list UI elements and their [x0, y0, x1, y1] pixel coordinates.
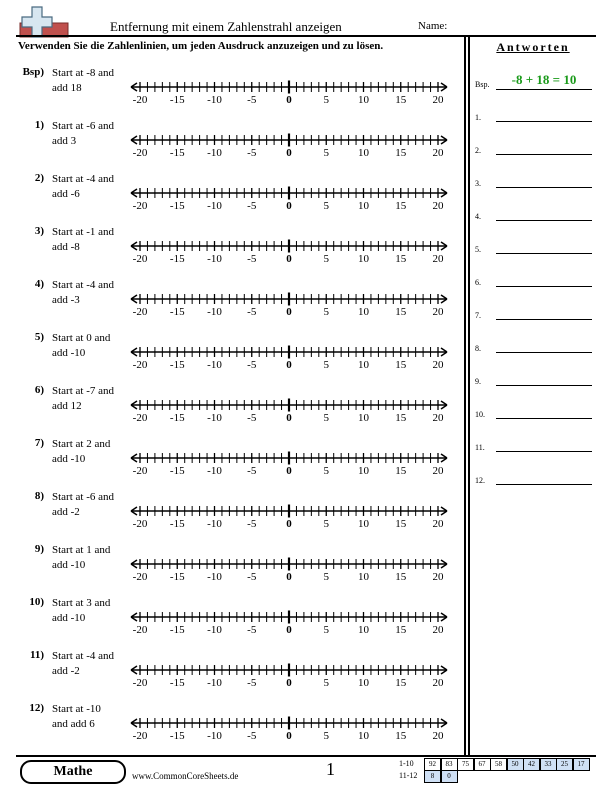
problem-text-line: Start at -4 and [52, 173, 115, 185]
answer-line[interactable] [496, 220, 592, 221]
tick-label: 5 [323, 306, 329, 318]
tick-label: -15 [169, 253, 185, 265]
answer-number: 4. [475, 212, 481, 221]
tick-label: -5 [247, 571, 257, 583]
tick-label: -10 [207, 571, 222, 583]
tick-label: 5 [323, 412, 329, 424]
tick-label: 0 [286, 518, 292, 530]
problem-number: 3) [34, 225, 44, 237]
problem-text [52, 119, 130, 149]
problem-text-line: Start at -8 and [52, 67, 115, 79]
tick-label: -10 [207, 306, 222, 318]
instructions: Verwenden Sie die Zahlenlinien, um jeden Ausdruck anzuzeigen und zu lösen. [18, 40, 384, 52]
answer-line[interactable] [496, 121, 592, 122]
problem-text-line: Start at 1 and [52, 544, 111, 556]
problem-text [52, 66, 130, 96]
tick-label: -20 [132, 465, 148, 477]
answer-line[interactable] [496, 253, 592, 254]
problem-text [52, 543, 130, 573]
score-cell: 92 [424, 758, 441, 771]
answer-line[interactable] [496, 385, 592, 386]
tick-label: 5 [323, 359, 329, 371]
tick-label: 5 [323, 253, 329, 265]
tick-label: -10 [207, 518, 222, 530]
tick-label: -15 [169, 306, 185, 318]
tick-label: -5 [247, 677, 257, 689]
number-line [128, 285, 450, 321]
problem-text [52, 437, 130, 467]
problem-text-line: Start at 0 and [52, 332, 111, 344]
tick-label: -20 [132, 359, 148, 371]
problem-number: 11) [29, 649, 44, 661]
tick-label: -20 [132, 147, 148, 159]
tick-label: -5 [247, 518, 257, 530]
tick-label: 0 [286, 730, 292, 742]
tick-label: -5 [247, 306, 257, 318]
problem-number: 4) [34, 278, 44, 290]
tick-label: -10 [207, 253, 222, 265]
problem-number: 6) [34, 384, 44, 396]
tick-label: -20 [132, 253, 148, 265]
problem-text-line: add -2 [52, 665, 80, 677]
tick-label: 15 [395, 465, 407, 477]
problem-text-line: Start at -10 [52, 703, 101, 715]
problem-text-line: add 3 [52, 135, 77, 147]
tick-label: 0 [286, 94, 292, 106]
answer-line[interactable] [496, 286, 592, 287]
answer-number: 9. [475, 377, 481, 386]
tick-label: 0 [286, 306, 292, 318]
tick-label: -15 [169, 200, 185, 212]
tick-label: -15 [169, 571, 185, 583]
tick-label: 15 [395, 571, 407, 583]
tick-label: -5 [247, 624, 257, 636]
subject-badge: Mathe [20, 760, 126, 784]
tick-label: 0 [286, 624, 292, 636]
tick-label: 10 [358, 94, 369, 106]
problem-text [52, 225, 130, 255]
tick-label: 5 [323, 94, 329, 106]
answer-number: 8. [475, 344, 481, 353]
problem-text-line: add -10 [52, 559, 86, 571]
tick-label: 20 [432, 359, 444, 371]
tick-label: -10 [207, 359, 222, 371]
tick-label: -5 [247, 253, 257, 265]
problem-text-line: add -10 [52, 612, 86, 624]
problem-text [52, 278, 130, 308]
answer-number: 11. [475, 443, 485, 452]
problem-text-line: add -3 [52, 294, 80, 306]
problem-text [52, 702, 130, 732]
tick-label: 10 [358, 465, 369, 477]
tick-label: 5 [323, 200, 329, 212]
page-number: 1 [326, 759, 335, 779]
answer-example-label: Bsp. [475, 80, 490, 89]
problem-number: 7) [34, 437, 44, 449]
tick-label: -15 [169, 624, 185, 636]
footer-rule [16, 755, 596, 757]
tick-label: -10 [207, 465, 222, 477]
tick-label: 10 [358, 677, 369, 689]
tick-label: -5 [247, 730, 257, 742]
tick-label: 15 [395, 730, 407, 742]
tick-label: 5 [323, 677, 329, 689]
answer-number: 6. [475, 278, 481, 287]
tick-label: -15 [169, 147, 185, 159]
answer-number: 12. [475, 476, 485, 485]
score-cell: 25 [556, 758, 573, 771]
tick-label: 10 [358, 518, 369, 530]
problem-text [52, 490, 130, 520]
tick-label: 15 [395, 624, 407, 636]
score-cell: 50 [507, 758, 524, 771]
answer-line[interactable] [496, 154, 592, 155]
page-title: Entfernung mit einem Zahlenstrahl anzeigen [110, 19, 342, 34]
tick-label: -20 [132, 677, 148, 689]
answer-number: 3. [475, 179, 481, 188]
tick-label: 15 [395, 412, 407, 424]
tick-label: 10 [358, 624, 369, 636]
tick-label: 20 [432, 571, 444, 583]
answer-number: 2. [475, 146, 481, 155]
tick-label: -10 [207, 624, 222, 636]
problem-text-line: add -8 [52, 241, 80, 253]
tick-label: 15 [395, 359, 407, 371]
tick-label: -5 [247, 412, 257, 424]
problem-text [52, 172, 130, 202]
tick-label: 20 [432, 518, 444, 530]
number-line [128, 656, 450, 692]
answer-number: 10. [475, 410, 485, 419]
tick-label: 5 [323, 147, 329, 159]
tick-label: -15 [169, 465, 185, 477]
tick-label: 20 [432, 465, 444, 477]
score-cell: 58 [490, 758, 507, 771]
tick-label: 0 [286, 412, 292, 424]
problem-text-line: add -10 [52, 347, 86, 359]
problem-text-line: Start at 2 and [52, 438, 111, 450]
tick-label: 15 [395, 200, 407, 212]
tick-label: 20 [432, 147, 444, 159]
problem-number: 5) [34, 331, 44, 343]
tick-label: -20 [132, 518, 148, 530]
problem-text [52, 596, 130, 626]
problem-number: 10) [29, 596, 44, 608]
problem-text-line: Start at -4 and [52, 650, 115, 662]
score-cell: 67 [474, 758, 491, 771]
tick-label: 10 [358, 571, 369, 583]
tick-label: 15 [395, 518, 407, 530]
tick-label: -15 [169, 677, 185, 689]
score-cell: 33 [540, 758, 557, 771]
number-line [128, 709, 450, 745]
problem-text-line: Start at -6 and [52, 491, 115, 503]
answer-line[interactable] [496, 418, 592, 419]
tick-label: -5 [247, 359, 257, 371]
problem-text [52, 331, 130, 361]
tick-label: 20 [432, 677, 444, 689]
tick-label: -15 [169, 730, 185, 742]
problem-text-line: add 18 [52, 82, 82, 94]
tick-label: 0 [286, 677, 292, 689]
tick-label: 15 [395, 677, 407, 689]
score-cell: 75 [457, 758, 474, 771]
answers-title: Antworten [496, 40, 570, 54]
tick-label: 20 [432, 730, 444, 742]
problem-text-line: add 12 [52, 400, 82, 412]
tick-label: 0 [286, 571, 292, 583]
number-line [128, 444, 450, 480]
problem-text-line: add -10 [52, 453, 86, 465]
tick-label: -20 [132, 94, 148, 106]
score-row-label: 11-12 [399, 771, 418, 780]
number-line [128, 550, 450, 586]
answer-number: 1. [475, 113, 481, 122]
score-cell: 83 [441, 758, 458, 771]
header-rule [16, 35, 596, 37]
tick-label: 15 [395, 94, 407, 106]
tick-label: 10 [358, 359, 369, 371]
number-line [128, 126, 450, 162]
tick-label: 0 [286, 147, 292, 159]
tick-label: 5 [323, 465, 329, 477]
tick-label: -15 [169, 518, 185, 530]
column-divider [468, 37, 470, 755]
tick-label: -15 [169, 94, 185, 106]
tick-label: -10 [207, 730, 222, 742]
number-line [128, 179, 450, 215]
name-label: Name: [418, 20, 448, 32]
tick-label: -10 [207, 412, 222, 424]
tick-label: 5 [323, 571, 329, 583]
tick-label: 15 [395, 306, 407, 318]
number-line [128, 391, 450, 427]
tick-label: 5 [323, 518, 329, 530]
tick-label: -10 [207, 147, 222, 159]
score-cell: 17 [573, 758, 590, 771]
problem-number: 12) [29, 702, 44, 714]
tick-label: 20 [432, 624, 444, 636]
problem-text-line: Start at 3 and [52, 597, 111, 609]
tick-label: 0 [286, 200, 292, 212]
tick-label: -5 [247, 465, 257, 477]
tick-label: 10 [358, 730, 369, 742]
tick-label: 20 [432, 412, 444, 424]
number-line [128, 603, 450, 639]
tick-label: 20 [432, 94, 444, 106]
problem-text-line: Start at -4 and [52, 279, 115, 291]
answer-example-line [496, 89, 592, 90]
tick-label: 15 [395, 253, 407, 265]
problem-text-line: Start at -6 and [52, 120, 115, 132]
answer-line[interactable] [496, 319, 592, 320]
number-line [128, 497, 450, 533]
problem-number: 1) [34, 119, 44, 131]
answer-line[interactable] [496, 484, 592, 485]
answer-number: 5. [475, 245, 481, 254]
tick-label: -20 [132, 306, 148, 318]
answer-example: -8 + 18 = 10 [511, 72, 577, 87]
tick-label: 0 [286, 465, 292, 477]
number-line [128, 232, 450, 268]
tick-label: 10 [358, 200, 369, 212]
tick-label: -15 [169, 412, 185, 424]
problem-text [52, 649, 130, 679]
score-cell: 42 [523, 758, 540, 771]
column-divider [464, 37, 466, 755]
tick-label: -5 [247, 147, 257, 159]
score-cell: 0 [441, 770, 458, 783]
number-line [128, 73, 450, 109]
tick-label: -20 [132, 571, 148, 583]
tick-label: 20 [432, 200, 444, 212]
tick-label: 20 [432, 306, 444, 318]
tick-label: -5 [247, 200, 257, 212]
answer-number: 7. [475, 311, 481, 320]
problem-text-line: Start at -7 and [52, 385, 115, 397]
problem-text-line: add -2 [52, 506, 80, 518]
tick-label: 5 [323, 730, 329, 742]
score-row-label: 1-10 [399, 759, 414, 768]
tick-label: 0 [286, 359, 292, 371]
website-link[interactable]: www.CommonCoreSheets.de [132, 771, 239, 781]
tick-label: -10 [207, 94, 222, 106]
tick-label: -15 [169, 359, 185, 371]
problem-number: 9) [34, 543, 44, 555]
answer-line[interactable] [496, 451, 592, 452]
tick-label: 15 [395, 147, 407, 159]
tick-label: 10 [358, 253, 369, 265]
tick-label: 0 [286, 253, 292, 265]
tick-label: 10 [358, 412, 369, 424]
problem-number: Bsp) [22, 66, 44, 78]
tick-label: 10 [358, 147, 369, 159]
tick-label: 10 [358, 306, 369, 318]
number-line [128, 338, 450, 374]
tick-label: -20 [132, 412, 148, 424]
answer-line[interactable] [496, 187, 592, 188]
tick-label: -20 [132, 624, 148, 636]
problem-text-line: and add 6 [52, 718, 95, 730]
tick-label: -20 [132, 200, 148, 212]
tick-label: 5 [323, 624, 329, 636]
answer-line[interactable] [496, 352, 592, 353]
problem-number: 8) [34, 490, 44, 502]
tick-label: 20 [432, 253, 444, 265]
problem-number: 2) [34, 172, 44, 184]
tick-label: -5 [247, 94, 257, 106]
problem-text [52, 384, 130, 414]
tick-label: -20 [132, 730, 148, 742]
problem-text-line: Start at -1 and [52, 226, 115, 238]
plus-logo-icon [18, 5, 70, 39]
tick-label: -10 [207, 677, 222, 689]
score-cell: 8 [424, 770, 441, 783]
problem-text-line: add -6 [52, 188, 80, 200]
tick-label: -10 [207, 200, 222, 212]
